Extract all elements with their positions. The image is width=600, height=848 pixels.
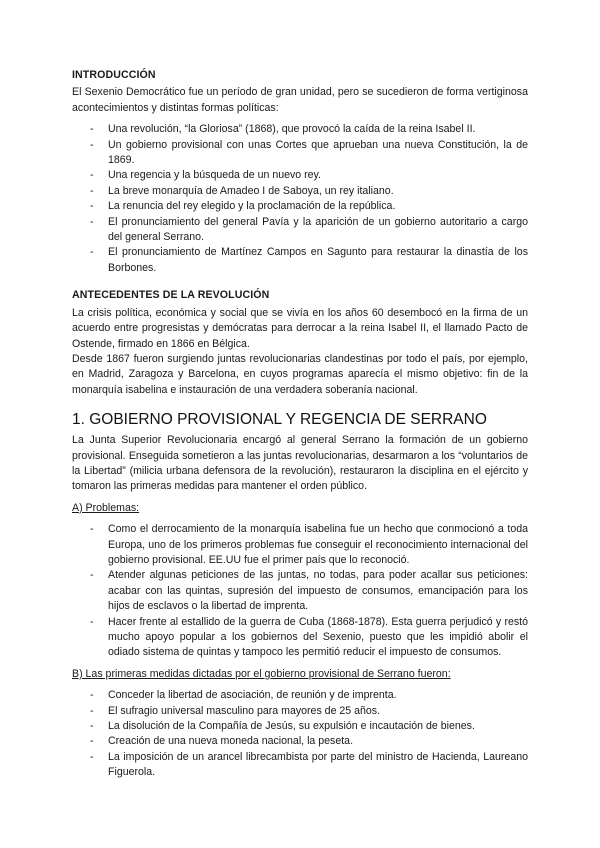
list-item: - La imposición de un arancel librecambista por parte del ministro de Hacienda, Laureano Figuerola. [72,750,528,781]
intro-heading: INTRODUCCIÓN [72,69,156,81]
measures-list [72,688,528,780]
list-item: - Una regencia y la búsqueda de un nuevo rey. [72,168,528,183]
list-item: - Hacer frente al estallido de la guerra de Cuba (1868-1878). Esta guerra perjudicó y restó mucho apoyo popular a los gobiernos del Sexenio, puesto que les impidió abolir el odiado sistema de quintas y tampoco les permitió reducir el impuesto de consumos. [72,615,528,661]
list-item: - La breve monarquía de Amadeo I de Saboya, un rey italiano. [72,184,528,199]
list-item: - El sufragio universal masculino para mayores de 25 años. [72,704,528,719]
list-item: - Conceder la libertad de asociación, de reunión y de imprenta. [72,688,528,703]
antecedentes-paragraph-1: La crisis política, económica y social que se vivía en los años 60 desembocó en la firma de un acuerdo entre progresistas y demócratas para derrocar a la reina Isabel II, el llamado Pacto de Ostende, firmado en 1866 en Bélgica. [72,306,528,350]
intro-paragraph: El Sexenio Democrático fue un período de gran unidad, pero se sucedieron de forma vertiginosa acontecimientos y distintas formas políticas: [72,86,528,114]
section-1-paragraph: La Junta Superior Revolucionaria encargó al general Serrano la formación de un gobierno provisional. Enseguida sometieron a las juntas revolucionarias, desarmaron a los “voluntarios de la Libertad” (milicia urbana defensora de la revolución), restauraron la disciplina en el ejército y tomaron las primeras medidas para mantener el orden público. [72,434,528,493]
problems-list [72,522,528,661]
antecedentes-paragraph-2: Desde 1867 fueron surgiendo juntas revolucionarias clandestinas por todo el país, por ejemplo, en Madrid, Zaragoza y Barcelona, en cuyos programas aparecía el mismo objetivo: fin de la monarquía isabelina e instauración de una verdadera soberanía nacional. [72,352,528,396]
list-item: - El pronunciamiento de Martínez Campos en Sagunto para restaurar la dinastía de los Borbones. [72,245,528,276]
document-page [72,68,528,781]
list-item: - El pronunciamiento del general Pavía y la aparición de un gobierno autoritario a cargo del general Serrano. [72,215,528,246]
list-item: - Un gobierno provisional con unas Cortes que aprueban una nueva Constitución, la de 1869. [72,138,528,169]
measures-heading: B) Las primeras medidas dictadas por el gobierno provisional de Serrano fueron: [72,667,451,680]
list-item: - Como el derrocamiento de la monarquía isabelina fue un hecho que conmocionó a toda Europa, uno de los primeros problemas fue conseguir el reconocimiento internacional del gobierno provisional. EE.UU fue el primer país que lo reconoció. [72,522,528,568]
list-item: - La disolución de la Compañía de Jesús, su expulsión e incautación de bienes. [72,719,528,734]
antecedentes-heading: ANTECEDENTES DE LA REVOLUCIÓN [72,289,270,302]
intro-list [72,122,528,276]
list-item: - Creación de una nueva moneda nacional, la peseta. [72,734,528,749]
section-1-heading: 1. GOBIERNO PROVISIONAL Y REGENCIA DE SERRANO [72,411,487,429]
list-item: - Una revolución, “la Gloriosa” (1868), que provocó la caída de la reina Isabel II. [72,122,528,137]
problems-heading: A) Problemas: [72,501,140,514]
list-item: - Atender algunas peticiones de las juntas, no todas, para poder acallar sus peticiones: acabar con las quintas, supresión del impuesto de consumos, emancipación para los hijos de esclavos o la libertad de imprenta. [72,568,528,614]
list-item: - La renuncia del rey elegido y la proclamación de la república. [72,199,528,214]
